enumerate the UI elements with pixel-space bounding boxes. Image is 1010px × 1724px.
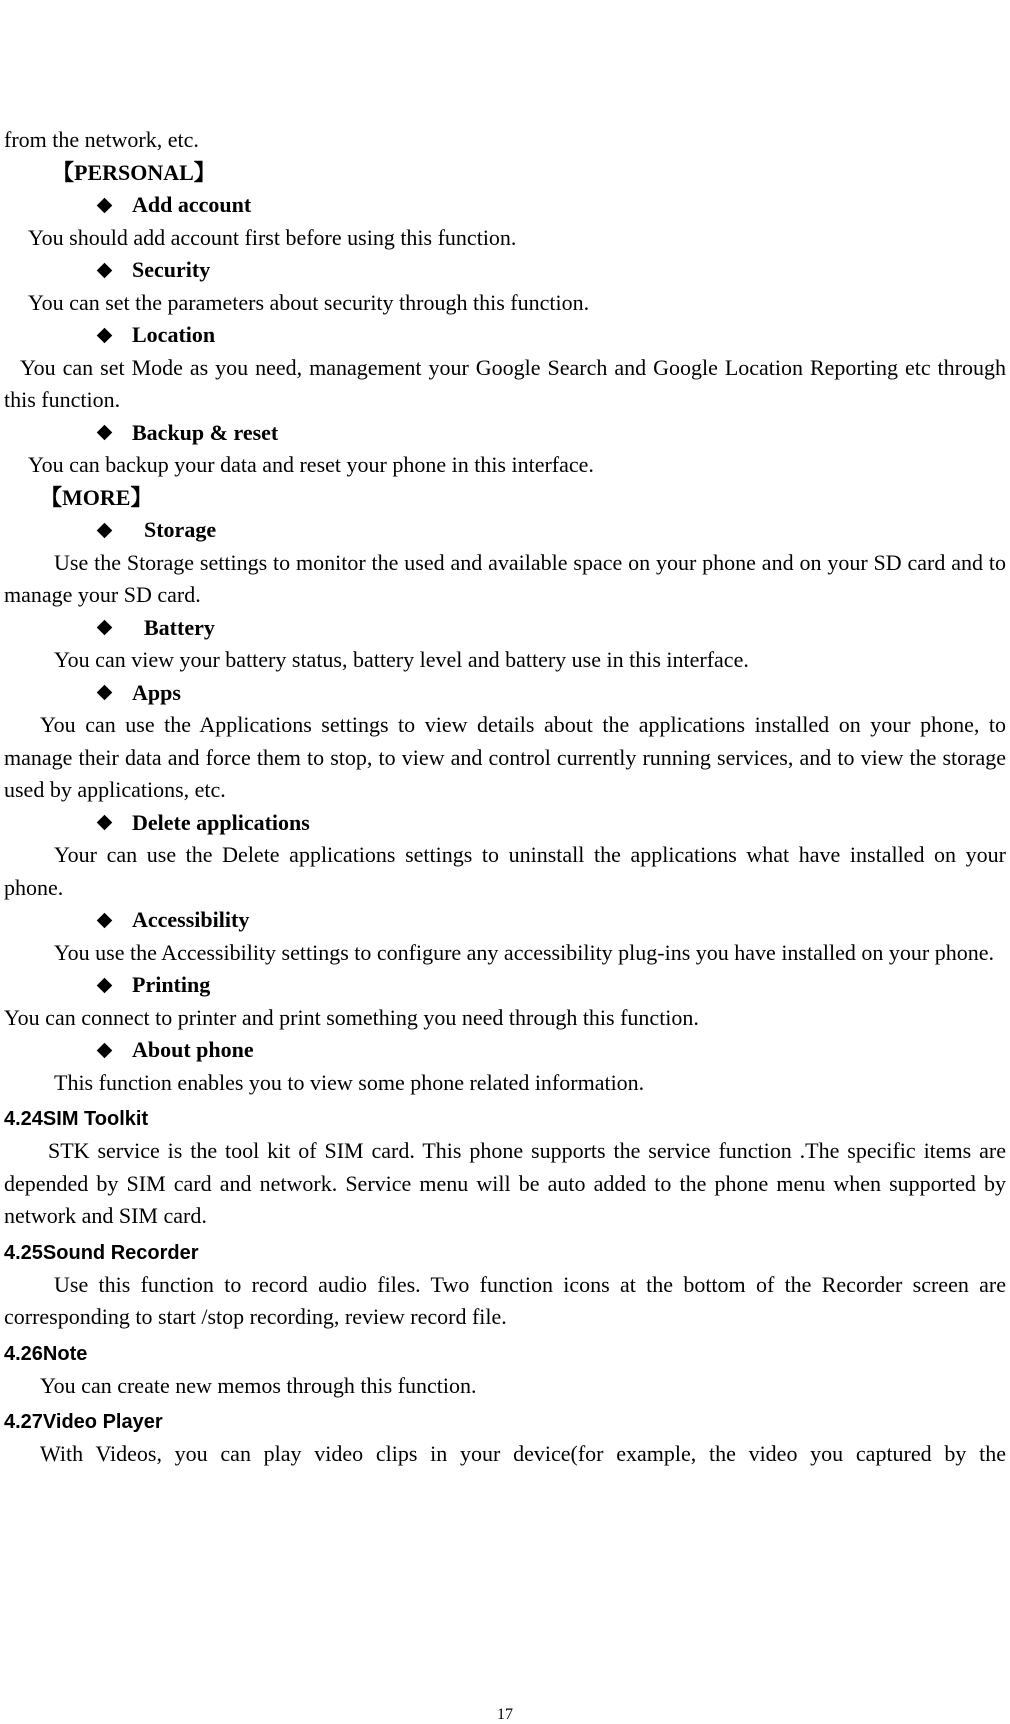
item-title-printing: Printing — [4, 969, 1006, 1002]
item-desc-battery: You can view your battery status, battery level and battery use in this interface. — [54, 647, 749, 672]
diamond-bullet-icon — [97, 685, 113, 701]
page-number: 17 — [497, 1706, 513, 1723]
diamond-bullet-icon — [97, 327, 113, 343]
item-desc-storage: Use the Storage settings to monitor the used and available space on your phone and on your SD card and to manage your SD card. — [4, 549, 1006, 607]
item-title-backup: Backup & reset — [4, 417, 1006, 450]
item-desc-add-account: You should add account first before using this function. — [28, 224, 517, 250]
item-desc-about-phone: This function enables you to view some phone related information. — [54, 1069, 645, 1095]
diamond-bullet-icon — [97, 977, 113, 993]
item-title-accessibility: Accessibility — [4, 904, 1006, 937]
item-desc-backup: You can backup your data and reset your phone in this interface. — [28, 452, 594, 477]
item-title-about-phone: About phone — [4, 1034, 1006, 1067]
diamond-bullet-icon — [97, 262, 113, 278]
item-title-delete-applications: Delete applications — [4, 807, 1006, 840]
heading-video-player: 4.27Video Player — [4, 1411, 163, 1433]
item-title-security: Security — [4, 254, 1006, 287]
item-desc-printing: You can connect to printer and print something you need through this function. — [4, 1004, 699, 1030]
heading-sim-toolkit: 4.24SIM Toolkit — [4, 1108, 149, 1130]
diamond-bullet-icon — [97, 620, 113, 636]
item-title-add-account: Add account — [4, 189, 1006, 222]
item-title-apps: Apps — [4, 677, 1006, 710]
item-desc-delete-applications: Your can use the Delete applications settings to uninstall the applications what have installed on your phone. — [4, 842, 1006, 900]
body-note: You can create new memos through this function. — [40, 1372, 477, 1398]
body-video-player: With Videos, you can play video clips in your device(for example, the video you captured by the — [40, 1441, 1006, 1466]
section-label-more: 【MORE】 — [40, 484, 153, 510]
item-desc-accessibility: You use the Accessibility settings to configure any accessibility plug-ins you have installed on your phone. — [54, 939, 994, 965]
section-label-personal: 【PERSONAL】 — [52, 159, 216, 185]
document-page — [4, 124, 1006, 1471]
diamond-bullet-icon — [97, 425, 113, 441]
item-title-storage: Storage — [4, 514, 1006, 547]
diamond-bullet-icon — [97, 522, 113, 538]
continuation-text: from the network, etc. — [4, 127, 199, 152]
body-sound-recorder: Use this function to record audio files. Two function icons at the bottom of the Recorder screen are corresponding to start /stop recording, review record file. — [4, 1271, 1006, 1329]
body-sim-toolkit: STK service is the tool kit of SIM card. This phone supports the service function .The specific items are depended by SIM card and network. Service menu will be auto added to the phone menu when supported by network and SIM card. — [4, 1138, 1006, 1228]
diamond-bullet-icon — [97, 912, 113, 928]
heading-sound-recorder: 4.25Sound Recorder — [4, 1241, 199, 1264]
diamond-bullet-icon — [97, 815, 113, 831]
item-desc-security: You can set the parameters about security through this function. — [28, 289, 590, 315]
diamond-bullet-icon — [97, 197, 113, 213]
item-desc-apps: You can use the Applications settings to view details about the applications installed on your phone, to manage their data and force them to stop, to view and control currently running services, and to view the storage used by applications, etc. — [4, 712, 1006, 802]
heading-note: 4.26Note — [4, 1342, 88, 1365]
item-desc-location: You can set Mode as you need, management your Google Search and Google Location Reporting etc through this function. — [4, 354, 1006, 412]
diamond-bullet-icon — [97, 1042, 113, 1058]
item-title-location: Location — [4, 319, 1006, 352]
item-title-battery: Battery — [4, 612, 1006, 645]
